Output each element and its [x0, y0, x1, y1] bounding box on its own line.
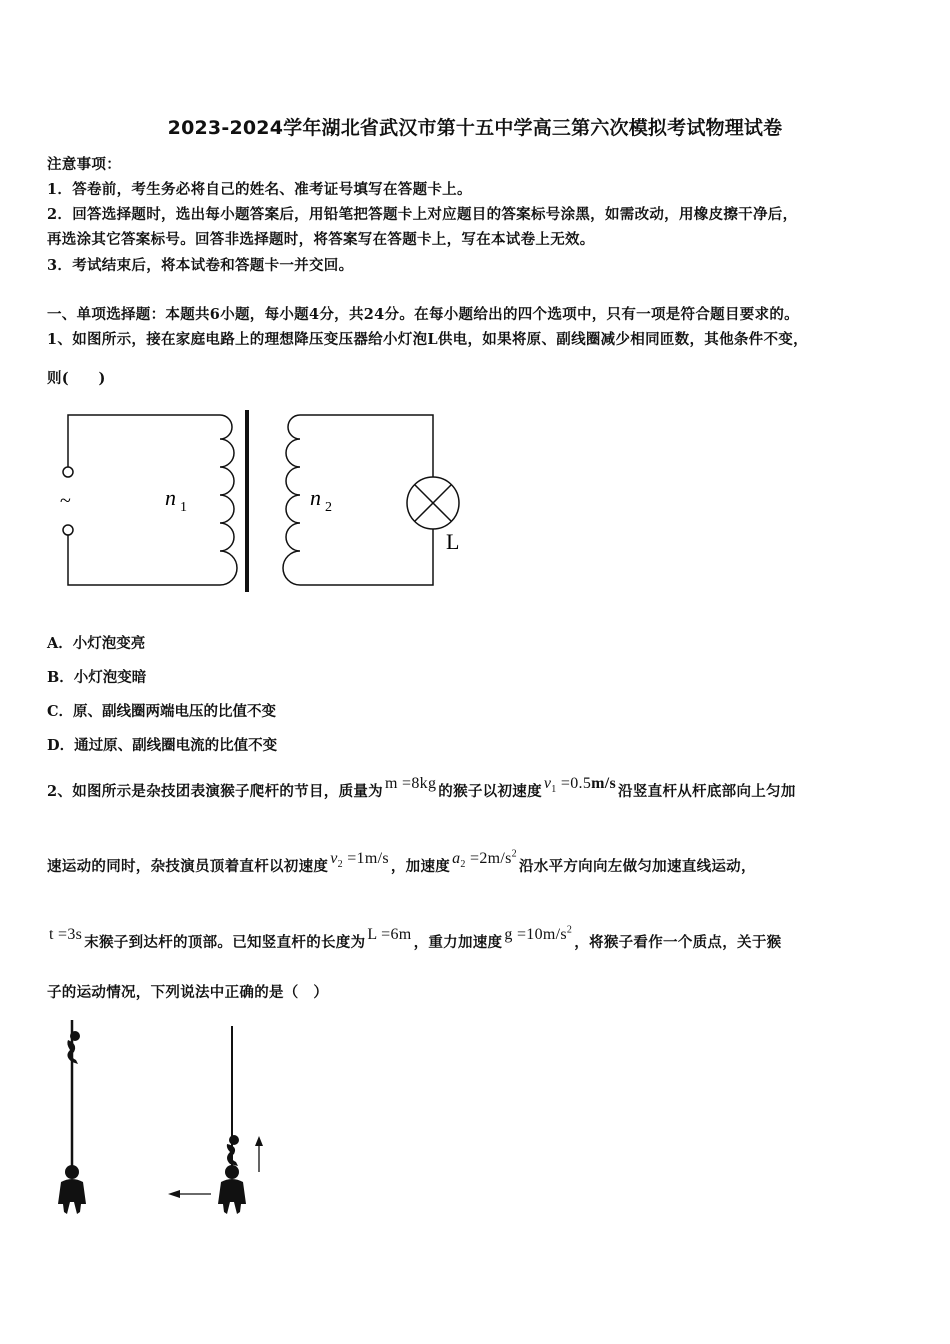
q2-stem-line3 [47, 924, 782, 952]
v2-expression: $v_2 =1m/s$ [330, 850, 389, 871]
q1-option-b: B．小灯泡变暗 [47, 669, 147, 686]
length-expression: L =6m [367, 926, 412, 943]
q2-text: 2、如图所示是杂技团表演猴子爬杆的节目，质量为 [47, 783, 383, 800]
v1-expression: $v_1 =0.5m/s$ [543, 775, 617, 796]
performer-icon [218, 1165, 246, 1214]
n1-subscript: 1 [180, 500, 187, 515]
mass-expression: m =8kg [385, 775, 437, 792]
q1-option-a: A．小灯泡变亮 [47, 635, 146, 652]
lamp-label: L [446, 529, 460, 554]
q2-text: 末猴子到达杆的顶部。已知竖直杆的长度为 [84, 934, 366, 951]
monkey-icon [227, 1135, 239, 1166]
transformer-circuit-figure [50, 405, 480, 595]
q1-option-d: D．通过原、副线圈电流的比值不变 [47, 737, 278, 754]
ac-source-symbol: ~ [60, 490, 71, 512]
gravity-expression: $g =10m/s^2$ [504, 924, 573, 943]
q2-stem-line2 [47, 848, 756, 878]
monkey-pole-figure [48, 1012, 278, 1222]
notice-item: 再选涂其它答案标号。回答非选择题时，将答案写在答题卡上，写在本试卷上无效。 [47, 231, 595, 248]
q2-text: 的猴子以初速度 [438, 783, 542, 800]
q2-text: ，重力加速度 [413, 934, 503, 951]
time-expression: t =3s [49, 926, 83, 943]
notice-heading: 注意事项： [47, 156, 121, 173]
q1-option-c: C．原、副线圈两端电压的比值不变 [47, 703, 277, 720]
q2-text: ，加速度 [390, 858, 451, 875]
q1-stem-line2: 则( ) [47, 370, 106, 387]
n2-label: n [310, 485, 321, 510]
monkey-icon [67, 1031, 80, 1064]
notice-item: 2．回答选择题时，选出每小题答案后，用铅笔把答题卡上对应题目的答案标号涂黑，如需改动，用橡皮擦干净后， [47, 206, 798, 223]
n2-subscript: 2 [325, 500, 332, 515]
page-title: 2023-2024学年湖北省武汉市第十五中学高三第六次模拟考试物理试卷 [167, 117, 783, 139]
q2-stem-line1 [47, 775, 796, 803]
q2-text: ，将猴子看作一个质点，关于猴 [574, 934, 782, 951]
notice-item: 3．考试结束后，将本试卷和答题卡一并交回。 [47, 257, 354, 274]
q1-stem-line1: 1、如图所示，接在家庭电路上的理想降压变压器给小灯泡L供电，如果将原、副线圈减少相同匝数，其他条件不变， [47, 331, 808, 348]
q2-text: 沿水平方向向左做匀加速直线运动， [518, 858, 756, 875]
upward-velocity-arrow-icon [255, 1136, 263, 1172]
q2-stem-line4: 子的运动情况，下列说法中正确的是（ ） [47, 984, 329, 1001]
q2-text: 沿竖直杆从杆底部向上匀加 [618, 783, 796, 800]
leftward-velocity-arrow-icon [168, 1190, 211, 1198]
n1-label: n [165, 485, 176, 510]
a2-expression: $a_2 =2m/s^2$ [452, 848, 517, 871]
q2-text: 速运动的同时，杂技演员顶着直杆以初速度 [47, 858, 329, 875]
section-header: 一、单项选择题：本题共6小题，每小题4分，共24分。在每小题给出的四个选项中，只有一项是符合题目要求的。 [47, 306, 799, 323]
performer-icon [58, 1165, 86, 1214]
notice-item: 1．答卷前，考生务必将自己的姓名、准考证号填写在答题卡上。 [47, 181, 472, 198]
